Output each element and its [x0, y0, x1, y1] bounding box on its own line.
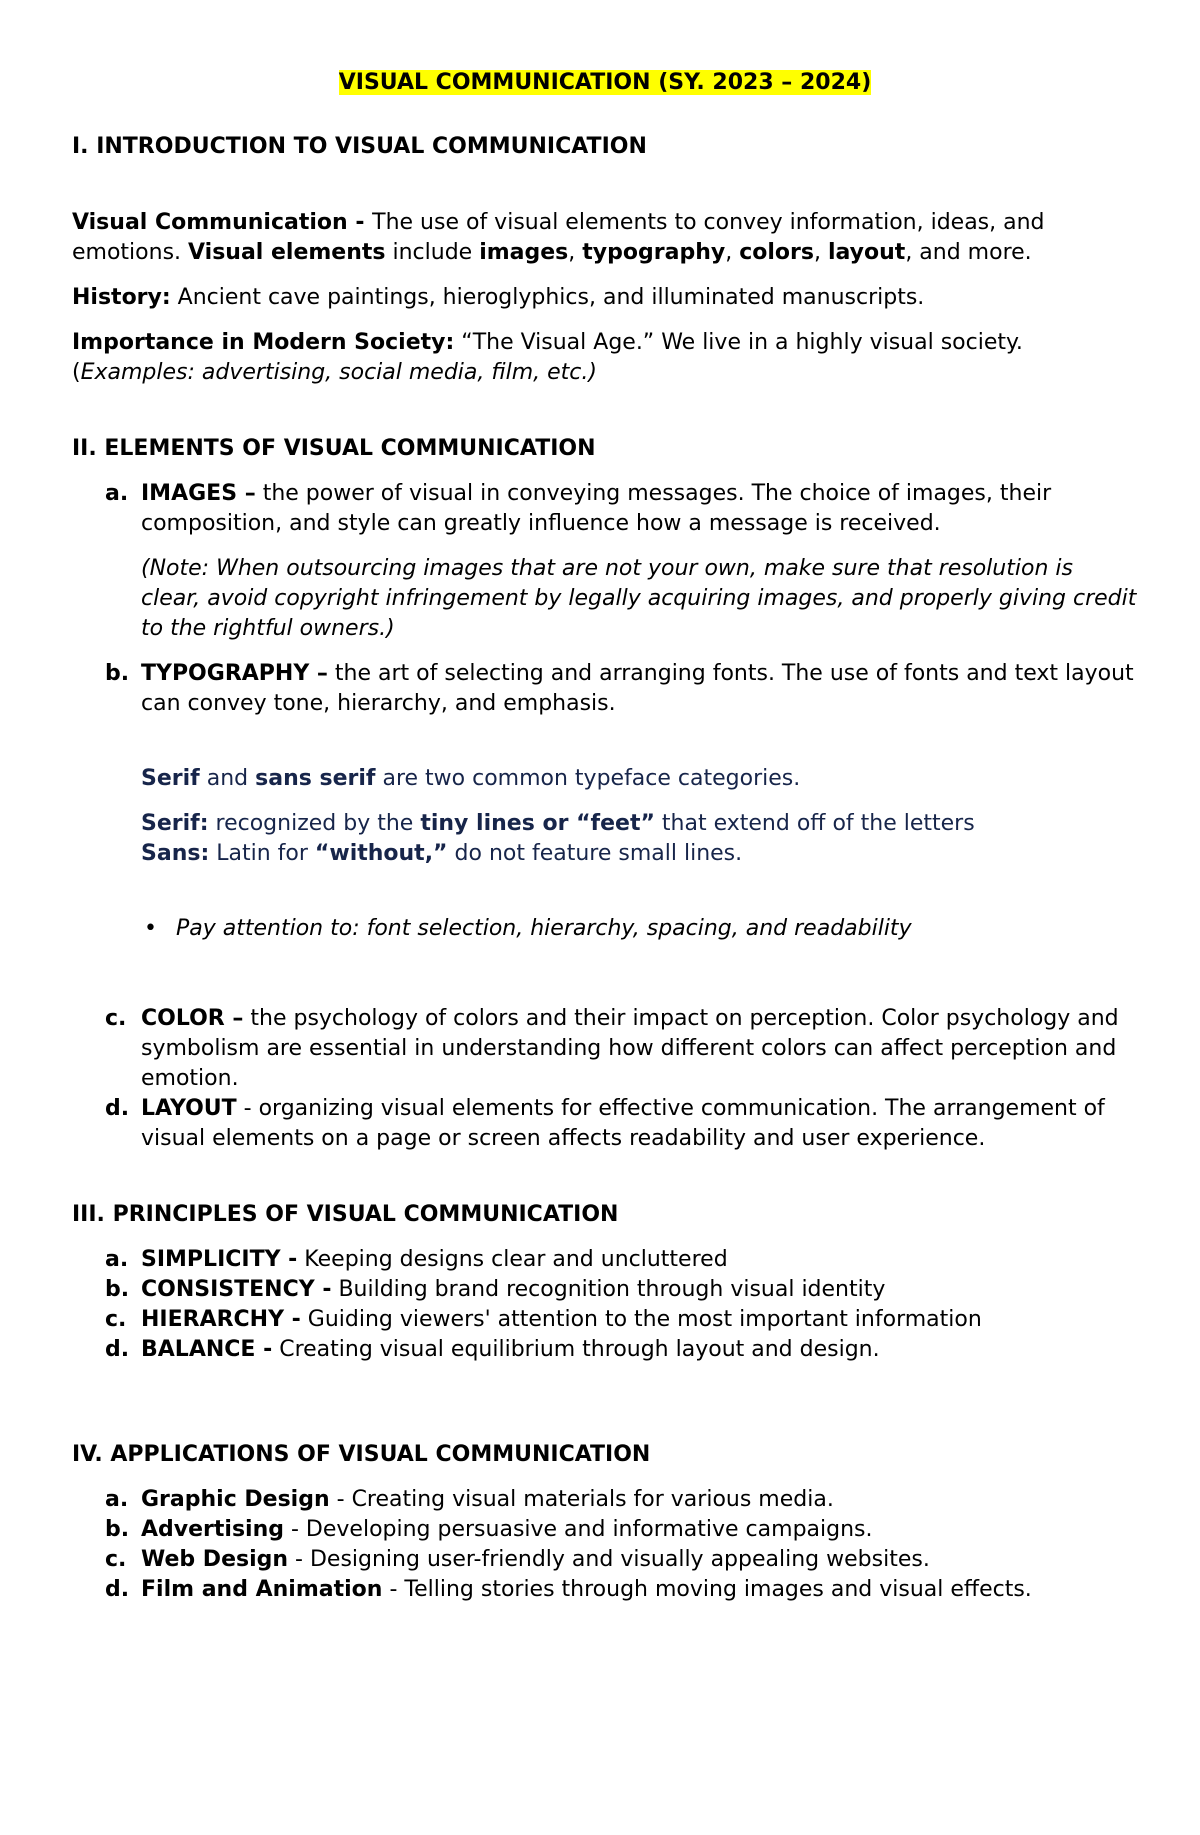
sans-def-2: do not feature small lines.	[447, 841, 743, 866]
typeface-categories	[72, 764, 1138, 794]
section-1-heading: I. INTRODUCTION TO VISUAL COMMUNICATION	[72, 134, 647, 159]
color-term: COLOR –	[141, 1006, 244, 1031]
list-marker: a.	[105, 481, 129, 506]
ve-term: Visual elements	[188, 240, 386, 265]
serif-def-bold: tiny lines or “feet”	[420, 811, 655, 836]
application-term: Graphic Design	[141, 1487, 330, 1512]
serif-label: Serif:	[141, 811, 209, 836]
list-item	[72, 1275, 1138, 1305]
list-item	[72, 1545, 1138, 1575]
history-text: Ancient cave paintings, hieroglyphics, and illuminated manuscripts.	[170, 285, 925, 310]
list-item	[72, 1575, 1138, 1605]
images-note-text: (Note: When outsourcing images that are not your own, make sure that resolution is clear, avoid copyright infringement by legally acquiring images, and properly giving credit to the rightful owners.)	[141, 556, 1137, 641]
vc-def: The use of visual elements to convey information, ideas, and emotions.	[72, 210, 1045, 265]
principle-term: SIMPLICITY -	[141, 1247, 298, 1272]
list-item	[72, 1004, 1138, 1094]
attention-bullet	[72, 914, 1138, 944]
list-item	[72, 659, 1138, 719]
vc-term: Visual Communication	[72, 210, 348, 235]
sans-serif-term: sans serif	[255, 766, 376, 791]
images-note	[72, 554, 1138, 644]
images-term: IMAGES –	[141, 481, 256, 506]
list-item	[72, 1305, 1138, 1335]
ve-images: images	[479, 240, 569, 265]
elements-list-b	[72, 659, 1138, 719]
ve-comma-2: ,	[725, 240, 740, 265]
sans-def-bold: “without,”	[314, 841, 448, 866]
layout-text: - organizing visual elements for effective communication. The arrangement of visual elements on a page or screen affects readability and user experience.	[141, 1096, 1105, 1151]
list-marker: a.	[105, 1247, 129, 1272]
document-page	[72, 68, 1138, 1605]
application-text: - Telling stories through moving images and visual effects.	[382, 1577, 1032, 1602]
application-term: Advertising	[141, 1517, 284, 1542]
list-item	[72, 1335, 1138, 1365]
application-text: - Designing user-friendly and visually appealing websites.	[288, 1547, 930, 1572]
bullet-dot-icon: •	[144, 916, 157, 941]
section-4-heading: IV. APPLICATIONS OF VISUAL COMMUNICATION	[72, 1442, 651, 1467]
sans-label: Sans:	[141, 841, 210, 866]
application-term: Web Design	[141, 1547, 289, 1572]
principle-text: Guiding viewers' attention to the most important information	[300, 1307, 982, 1332]
elements-list	[72, 479, 1138, 539]
importance-term: Importance in Modern Society:	[72, 330, 455, 355]
principles-list	[72, 1245, 1138, 1365]
ve-comma-3: ,	[813, 240, 828, 265]
layout-term: LAYOUT	[141, 1096, 237, 1121]
section-3-heading: III. PRINCIPLES OF VISUAL COMMUNICATION	[72, 1202, 619, 1227]
principle-text: Creating visual equilibrium through layout and design.	[272, 1337, 880, 1362]
list-marker: c.	[105, 1547, 127, 1572]
document-title-text: VISUAL COMMUNICATION (SY. 2023 – 2024)	[338, 70, 872, 95]
list-marker: c.	[105, 1307, 127, 1332]
importance-examples: Examples: advertising, social media, film, etc.)	[80, 360, 597, 385]
application-text: - Creating visual materials for various media.	[329, 1487, 834, 1512]
attention-text: Pay attention to: font selection, hierarchy, spacing, and readability	[176, 916, 912, 941]
typography-term: TYPOGRAPHY –	[141, 661, 328, 686]
document-title	[72, 68, 1138, 98]
serif-def-2: that extend off of the letters	[654, 811, 975, 836]
application-term: Film and Animation	[141, 1577, 383, 1602]
principle-text: Keeping designs clear and uncluttered	[297, 1247, 728, 1272]
serif-term: Serif	[141, 766, 200, 791]
ve-typography: typography	[582, 240, 726, 265]
ve-include: include	[385, 240, 480, 265]
ve-layout: layout	[827, 240, 906, 265]
ve-comma-1: ,	[568, 240, 583, 265]
ve-colors: colors	[739, 240, 814, 265]
principle-term: HIERARCHY -	[141, 1307, 301, 1332]
images-text: the power of visual in conveying messages. The choice of images, their composition, and style can greatly influence how a message is received.	[141, 481, 1052, 536]
list-item	[72, 1245, 1138, 1275]
elements-list-cd	[72, 1004, 1138, 1154]
serif-definition	[72, 809, 1138, 839]
section-2-heading: II. ELEMENTS OF VISUAL COMMUNICATION	[72, 436, 596, 461]
list-marker: b.	[105, 661, 130, 686]
list-item	[72, 1485, 1138, 1515]
list-item	[72, 479, 1138, 539]
list-item	[72, 1515, 1138, 1545]
ve-and-more: , and more.	[905, 240, 1032, 265]
principle-term: CONSISTENCY -	[141, 1277, 332, 1302]
importance-text: “The Visual Age.” We live in a highly visual society. (	[72, 330, 1023, 385]
importance-paragraph	[72, 328, 1138, 388]
list-marker: c.	[105, 1006, 127, 1031]
list-item	[72, 1094, 1138, 1154]
serif-def-1: recognized by the	[208, 811, 421, 836]
list-marker: d.	[105, 1337, 130, 1362]
list-marker: a.	[105, 1487, 129, 1512]
typography-text: the art of selecting and arranging fonts. The use of fonts and text layout can convey tone, hierarchy, and emphasis.	[141, 661, 1134, 716]
principle-text: Building brand recognition through visual identity	[331, 1277, 886, 1302]
applications-list	[72, 1485, 1138, 1605]
list-marker: b.	[105, 1517, 130, 1542]
history-paragraph	[72, 283, 1138, 313]
serif-sentence-rest: are two common typeface categories.	[375, 766, 801, 791]
list-marker: b.	[105, 1277, 130, 1302]
principle-term: BALANCE -	[141, 1337, 273, 1362]
history-term: History:	[72, 285, 171, 310]
serif-and: and	[199, 766, 256, 791]
visual-communication-definition	[72, 208, 1138, 268]
sans-def-1: Latin for	[209, 841, 315, 866]
vc-dash: -	[347, 210, 373, 235]
sans-definition	[72, 839, 1138, 869]
application-text: - Developing persuasive and informative campaigns.	[284, 1517, 873, 1542]
list-marker: d.	[105, 1577, 130, 1602]
list-marker: d.	[105, 1096, 130, 1121]
color-text: the psychology of colors and their impact on perception. Color psychology and symbolism are essential in understanding how different colors can affect perception and emotion.	[141, 1006, 1119, 1091]
